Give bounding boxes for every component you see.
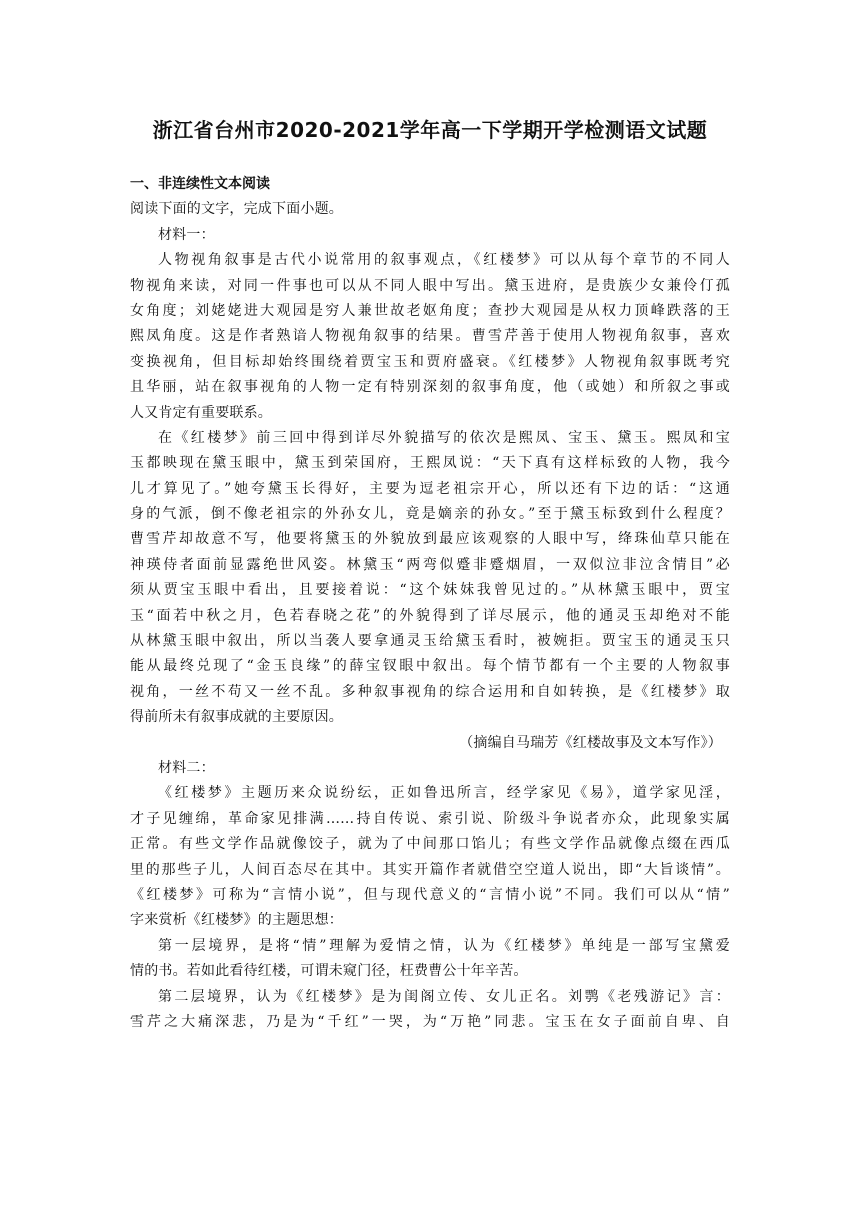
text-line: 能从最终兑现了“金玉良缘”的薛宝钗眼中叙出。每个情节都有一个主要的人物叙事 (130, 658, 730, 675)
text-line: 里的那些子儿，人间百态尽在其中。其实开篇作者就借空空道人说出，即“大旨谈情”。 (130, 861, 730, 878)
document-title: 浙江省台州市2020-2021学年高一下学期开学检测语文试题 (152, 118, 708, 142)
text-line: 得前所未有叙事成就的主要原因。 (130, 709, 343, 726)
text-line: 材料二： (158, 759, 215, 776)
text-line: 人物视角叙事是古代小说常用的叙事观点，《红楼梦》可以从每个章节的不同人 (158, 252, 730, 269)
text-line: 玉“面若中秋之月，色若春晓之花”的外貌得到了详尽展示，他的通灵玉却绝对不能 (130, 607, 730, 624)
text-line: 材料一： (158, 226, 215, 243)
text-line: 女角度；刘姥姥进大观园是穷人兼世故老妪角度；查抄大观园是从权力顶峰跌落的王 (130, 302, 730, 319)
text-line: 从林黛玉眼中叙出，所以当袭人要拿通灵玉给黛玉看时，被婉拒。贾宝玉的通灵玉只 (130, 633, 730, 650)
text-line: 第一层境界，是将“情”理解为爱情之情，认为《红楼梦》单纯是一部写宝黛爱 (158, 937, 730, 954)
text-line: 神瑛侍者面前显露绝世风姿。林黛玉“两弯似蹙非蹙烟眉，一双似泣非泣含情目”必 (130, 556, 730, 573)
text-line: 视角，一丝不苟又一丝不乱。多种叙事视角的综合运用和自如转换，是《红楼梦》取 (130, 683, 730, 700)
text-line: 雪芹之大痛深悲，乃是为“千红”一哭，为“万艳”同悲。宝玉在女子面前自卑、自 (130, 1013, 730, 1030)
text-line: 玉都映现在黛玉眼中，黛玉到荣国府，王熙凤说：“天下真有这样标致的人物，我今 (130, 455, 730, 472)
source-citation: （摘编自马瑞芳《红楼故事及文本写作》） (459, 734, 722, 751)
text-lines (130, 197, 730, 1035)
document-body (130, 172, 730, 1035)
text-line: 人又肯定有重要联系。 (130, 404, 272, 421)
text-line: 才子见缠绵，革命家见排满……持自传说、索引说、阶级斗争说者亦众，此现象实属 (130, 810, 730, 827)
text-line: 正常。有些文学作品就像饺子，就为了中间那口馅儿；有些文学作品就像点缀在西瓜 (130, 836, 730, 853)
text-line: 《红楼梦》可称为“言情小说”，但与现代意义的“言情小说”不同。我们可以从“情” (130, 886, 730, 903)
text-line: 第二层境界，认为《红楼梦》是为闺阁立传、女儿正名。刘鹗《老残游记》言： (158, 988, 730, 1005)
text-line: 《红楼梦》主题历来众说纷纭，正如鲁迅所言，经学家见《易》，道学家见淫， (158, 785, 730, 802)
section-heading: 一、非连续性文本阅读 (130, 176, 270, 192)
text-line: 在《红楼梦》前三回中得到详尽外貌描写的依次是熙凤、宝玉、黛玉。熙凤和宝 (158, 429, 730, 446)
text-line: 阅读下面的文字，完成下面小题。 (130, 201, 343, 218)
text-line: 情的书。若如此看待红楼，可谓未窥门径，枉费曹公十年辛苦。 (130, 963, 528, 980)
text-line: 曹雪芹却故意不写，他要将黛玉的外貌放到最应该观察的人眼中写，绛珠仙草只能在 (130, 531, 730, 548)
text-line: 变换视角，但目标却始终围绕着贾宝玉和贾府盛衰。《红楼梦》人物视角叙事既考究 (130, 353, 730, 370)
text-line: 熙凤角度。这是作者熟谙人物视角叙事的结果。曹雪芹善于使用人物视角叙事，喜欢 (130, 328, 730, 345)
text-line: 物视角来读，对同一件事也可以从不同人眼中写出。黛玉进府，是贵族少女兼伶仃孤 (130, 277, 730, 294)
text-line: 且华丽，站在叙事视角的人物一定有特别深刻的叙事角度，他（或她）和所叙之事或 (130, 379, 730, 396)
text-line: 身的气派，倒不像老祖宗的外孙女儿，竟是嫡亲的孙女。”至于黛玉标致到什么程度？ (130, 506, 730, 523)
text-line: 字来赏析《红楼梦》的主题思想： (130, 912, 343, 929)
text-line: 儿才算见了。”她夸黛玉长得好，主要为逗老祖宗开心，所以还有下边的话：“这通 (130, 480, 730, 497)
text-line: 须从贾宝玉眼中看出，且要接着说：“这个妹妹我曾见过的。”从林黛玉眼中，贾宝 (130, 582, 730, 599)
